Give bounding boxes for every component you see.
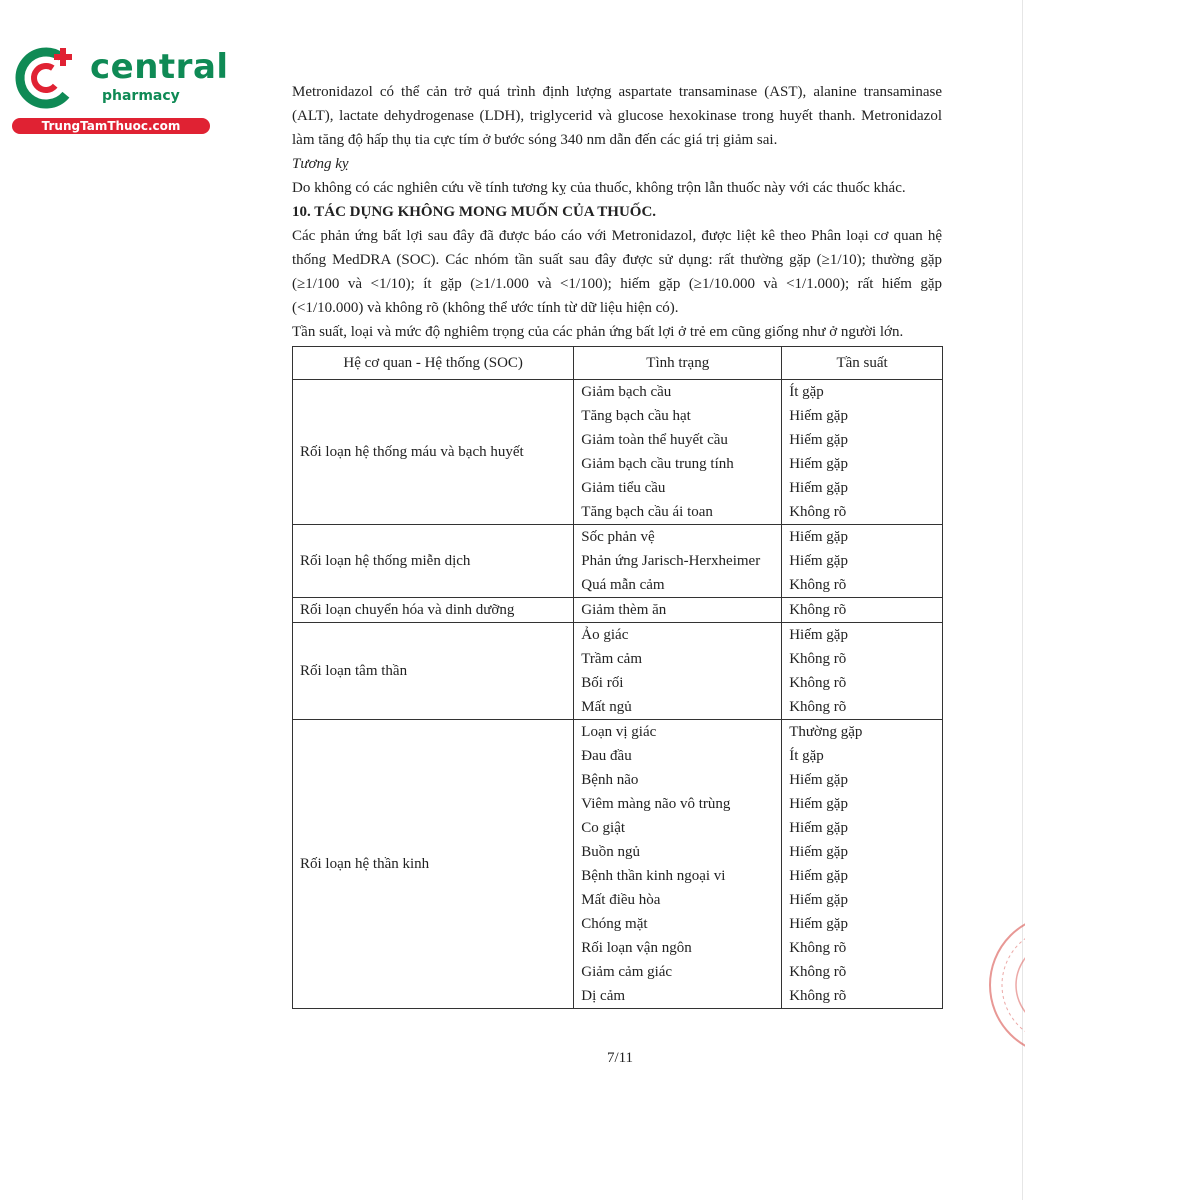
condition-item: Tăng bạch cầu hạt bbox=[581, 408, 691, 424]
frequency-item: Hiếm gặp bbox=[789, 892, 848, 908]
frequency-cell bbox=[782, 380, 943, 525]
frequency-item: Hiếm gặp bbox=[789, 432, 848, 448]
frequency-item: Không rõ bbox=[789, 651, 847, 667]
logo-subtitle: pharmacy bbox=[102, 88, 180, 104]
logo-name: central bbox=[90, 47, 229, 87]
frequency-item: Thường gặp bbox=[789, 724, 863, 740]
condition-item: Giảm bạch cầu bbox=[581, 384, 672, 400]
frequency-item: Không rõ bbox=[789, 602, 847, 618]
paragraph-children: Tần suất, loại và mức độ nghiêm trọng của các phản ứng bất lợi ở trẻ em cũng giống như ở người lớn. bbox=[292, 324, 904, 340]
condition-item: Giảm thèm ăn bbox=[581, 602, 667, 618]
page-number: 7/11 bbox=[606, 1050, 634, 1066]
frequency-item: Hiếm gặp bbox=[789, 868, 848, 884]
condition-item: Loạn vị giác bbox=[581, 724, 657, 740]
table-row bbox=[293, 720, 943, 1009]
condition-item: Trầm cảm bbox=[581, 651, 642, 667]
frequency-item: Hiếm gặp bbox=[789, 529, 848, 545]
table-row bbox=[293, 623, 943, 720]
frequency-cell bbox=[782, 598, 943, 623]
frequency-cell bbox=[782, 623, 943, 720]
paragraph-interference: Metronidazol có thể cản trở quá trình định lượng aspartate transaminase (AST), alanine transaminase (ALT), lactate dehydrogenase (LDH), triglycerid và glucose hexokinase trong huyết thanh. Metronidazol làm tăng độ hấp thụ tia cực tím ở bước sóng 340 nm dẫn đến các giá trị giảm sai. bbox=[292, 84, 942, 148]
soc-cell: Rối loạn hệ thống máu và bạch huyết bbox=[293, 380, 574, 525]
paragraph-incompatibility: Do không có các nghiên cứu về tính tương kỵ của thuốc, không trộn lẫn thuốc này với các thuốc khác. bbox=[292, 180, 906, 196]
condition-item: Rối loạn vận ngôn bbox=[581, 940, 692, 956]
frequency-item: Không rõ bbox=[789, 940, 847, 956]
frequency-item: Không rõ bbox=[789, 504, 847, 520]
section-heading: 10. TÁC DỤNG KHÔNG MONG MUỐN CỦA THUỐC. bbox=[292, 204, 657, 220]
central-pharmacy-logo bbox=[10, 38, 229, 138]
condition-item: Viêm màng não vô trùng bbox=[581, 796, 731, 812]
soc-cell: Rối loạn tâm thần bbox=[293, 623, 574, 720]
frequency-item: Hiếm gặp bbox=[789, 772, 848, 788]
frequency-item: Ít gặp bbox=[789, 748, 824, 764]
condition-cell bbox=[574, 598, 782, 623]
frequency-item: Hiếm gặp bbox=[789, 820, 848, 836]
soc-cell: Rối loạn hệ thống miễn dịch bbox=[293, 525, 574, 598]
frequency-item: Hiếm gặp bbox=[789, 553, 848, 569]
condition-item: Giảm bạch cầu trung tính bbox=[581, 456, 734, 472]
condition-item: Đau đầu bbox=[581, 748, 632, 764]
condition-item: Ảo giác bbox=[581, 627, 629, 643]
frequency-item: Hiếm gặp bbox=[789, 844, 848, 860]
header-soc: Hệ cơ quan - Hệ thống (SOC) bbox=[293, 347, 574, 380]
frequency-item: Hiếm gặp bbox=[789, 456, 848, 472]
condition-item: Bệnh thần kinh ngoại vi bbox=[581, 868, 726, 884]
soc-cell: Rối loạn chuyển hóa và dinh dưỡng bbox=[293, 598, 574, 623]
condition-cell bbox=[574, 623, 782, 720]
condition-item: Dị cảm bbox=[581, 988, 626, 1004]
frequency-item: Không rõ bbox=[789, 577, 847, 593]
paragraph-meddra: Các phản ứng bất lợi sau đây đã được báo cáo với Metronidazol, được liệt kê theo Phân loại cơ quan hệ thống MedDRA (SOC). Các nhóm tần suất sau đây được sử dụng: rất thường gặp (≥1/10); thường gặp (≥1/100 và <1/10); ít gặp (≥1/1.000 và <1/100); hiếm gặp (≥1/10.000 và <1/1.000); rất hiếm gặp (<1/10.000) và không rõ (không thể ước tính từ dữ liệu hiện có). bbox=[292, 228, 942, 316]
frequency-item: Không rõ bbox=[789, 699, 847, 715]
condition-item: Giảm tiểu cầu bbox=[581, 480, 666, 496]
subheading-incompatibility: Tương kỵ bbox=[292, 156, 349, 172]
frequency-item: Không rõ bbox=[789, 988, 847, 1004]
condition-item: Phản ứng Jarisch-Herxheimer bbox=[581, 553, 761, 569]
condition-cell bbox=[574, 525, 782, 598]
frequency-item: Không rõ bbox=[789, 964, 847, 980]
table-row bbox=[293, 598, 943, 623]
frequency-item: Hiếm gặp bbox=[789, 408, 848, 424]
table-header-row bbox=[293, 347, 943, 380]
table-row bbox=[293, 525, 943, 598]
condition-item: Giảm toàn thể huyết cầu bbox=[581, 432, 728, 448]
condition-item: Buồn ngủ bbox=[581, 844, 641, 860]
frequency-item: Hiếm gặp bbox=[789, 627, 848, 643]
adverse-reactions-table bbox=[292, 346, 943, 1009]
condition-item: Giảm cảm giác bbox=[581, 964, 673, 980]
condition-item: Quá mẫn cảm bbox=[581, 577, 665, 593]
condition-item: Mất ngủ bbox=[581, 699, 632, 715]
condition-item: Sốc phản vệ bbox=[581, 529, 655, 545]
condition-item: Bệnh não bbox=[581, 772, 639, 788]
document-content bbox=[292, 80, 942, 1009]
logo-url: TrungTamThuoc.com bbox=[12, 118, 210, 134]
frequency-cell bbox=[782, 525, 943, 598]
condition-item: Mất điều hòa bbox=[581, 892, 661, 908]
header-condition: Tình trạng bbox=[574, 347, 782, 380]
condition-cell bbox=[574, 380, 782, 525]
frequency-item: Hiếm gặp bbox=[789, 480, 848, 496]
frequency-item: Hiếm gặp bbox=[789, 796, 848, 812]
condition-item: Bối rối bbox=[581, 675, 624, 691]
paper-edge bbox=[1022, 0, 1200, 1200]
condition-item: Co giật bbox=[581, 820, 626, 836]
soc-cell: Rối loạn hệ thần kinh bbox=[293, 720, 574, 1009]
condition-item: Chóng mặt bbox=[581, 916, 648, 932]
condition-item: Tăng bạch cầu ái toan bbox=[581, 504, 713, 520]
frequency-cell bbox=[782, 720, 943, 1009]
logo-ring-icon bbox=[12, 42, 84, 114]
table-row bbox=[293, 380, 943, 525]
header-frequency: Tần suất bbox=[782, 347, 943, 380]
frequency-item: Ít gặp bbox=[789, 384, 824, 400]
frequency-item: Hiếm gặp bbox=[789, 916, 848, 932]
partial-stamp-seal bbox=[985, 905, 1025, 1065]
frequency-item: Không rõ bbox=[789, 675, 847, 691]
condition-cell bbox=[574, 720, 782, 1009]
